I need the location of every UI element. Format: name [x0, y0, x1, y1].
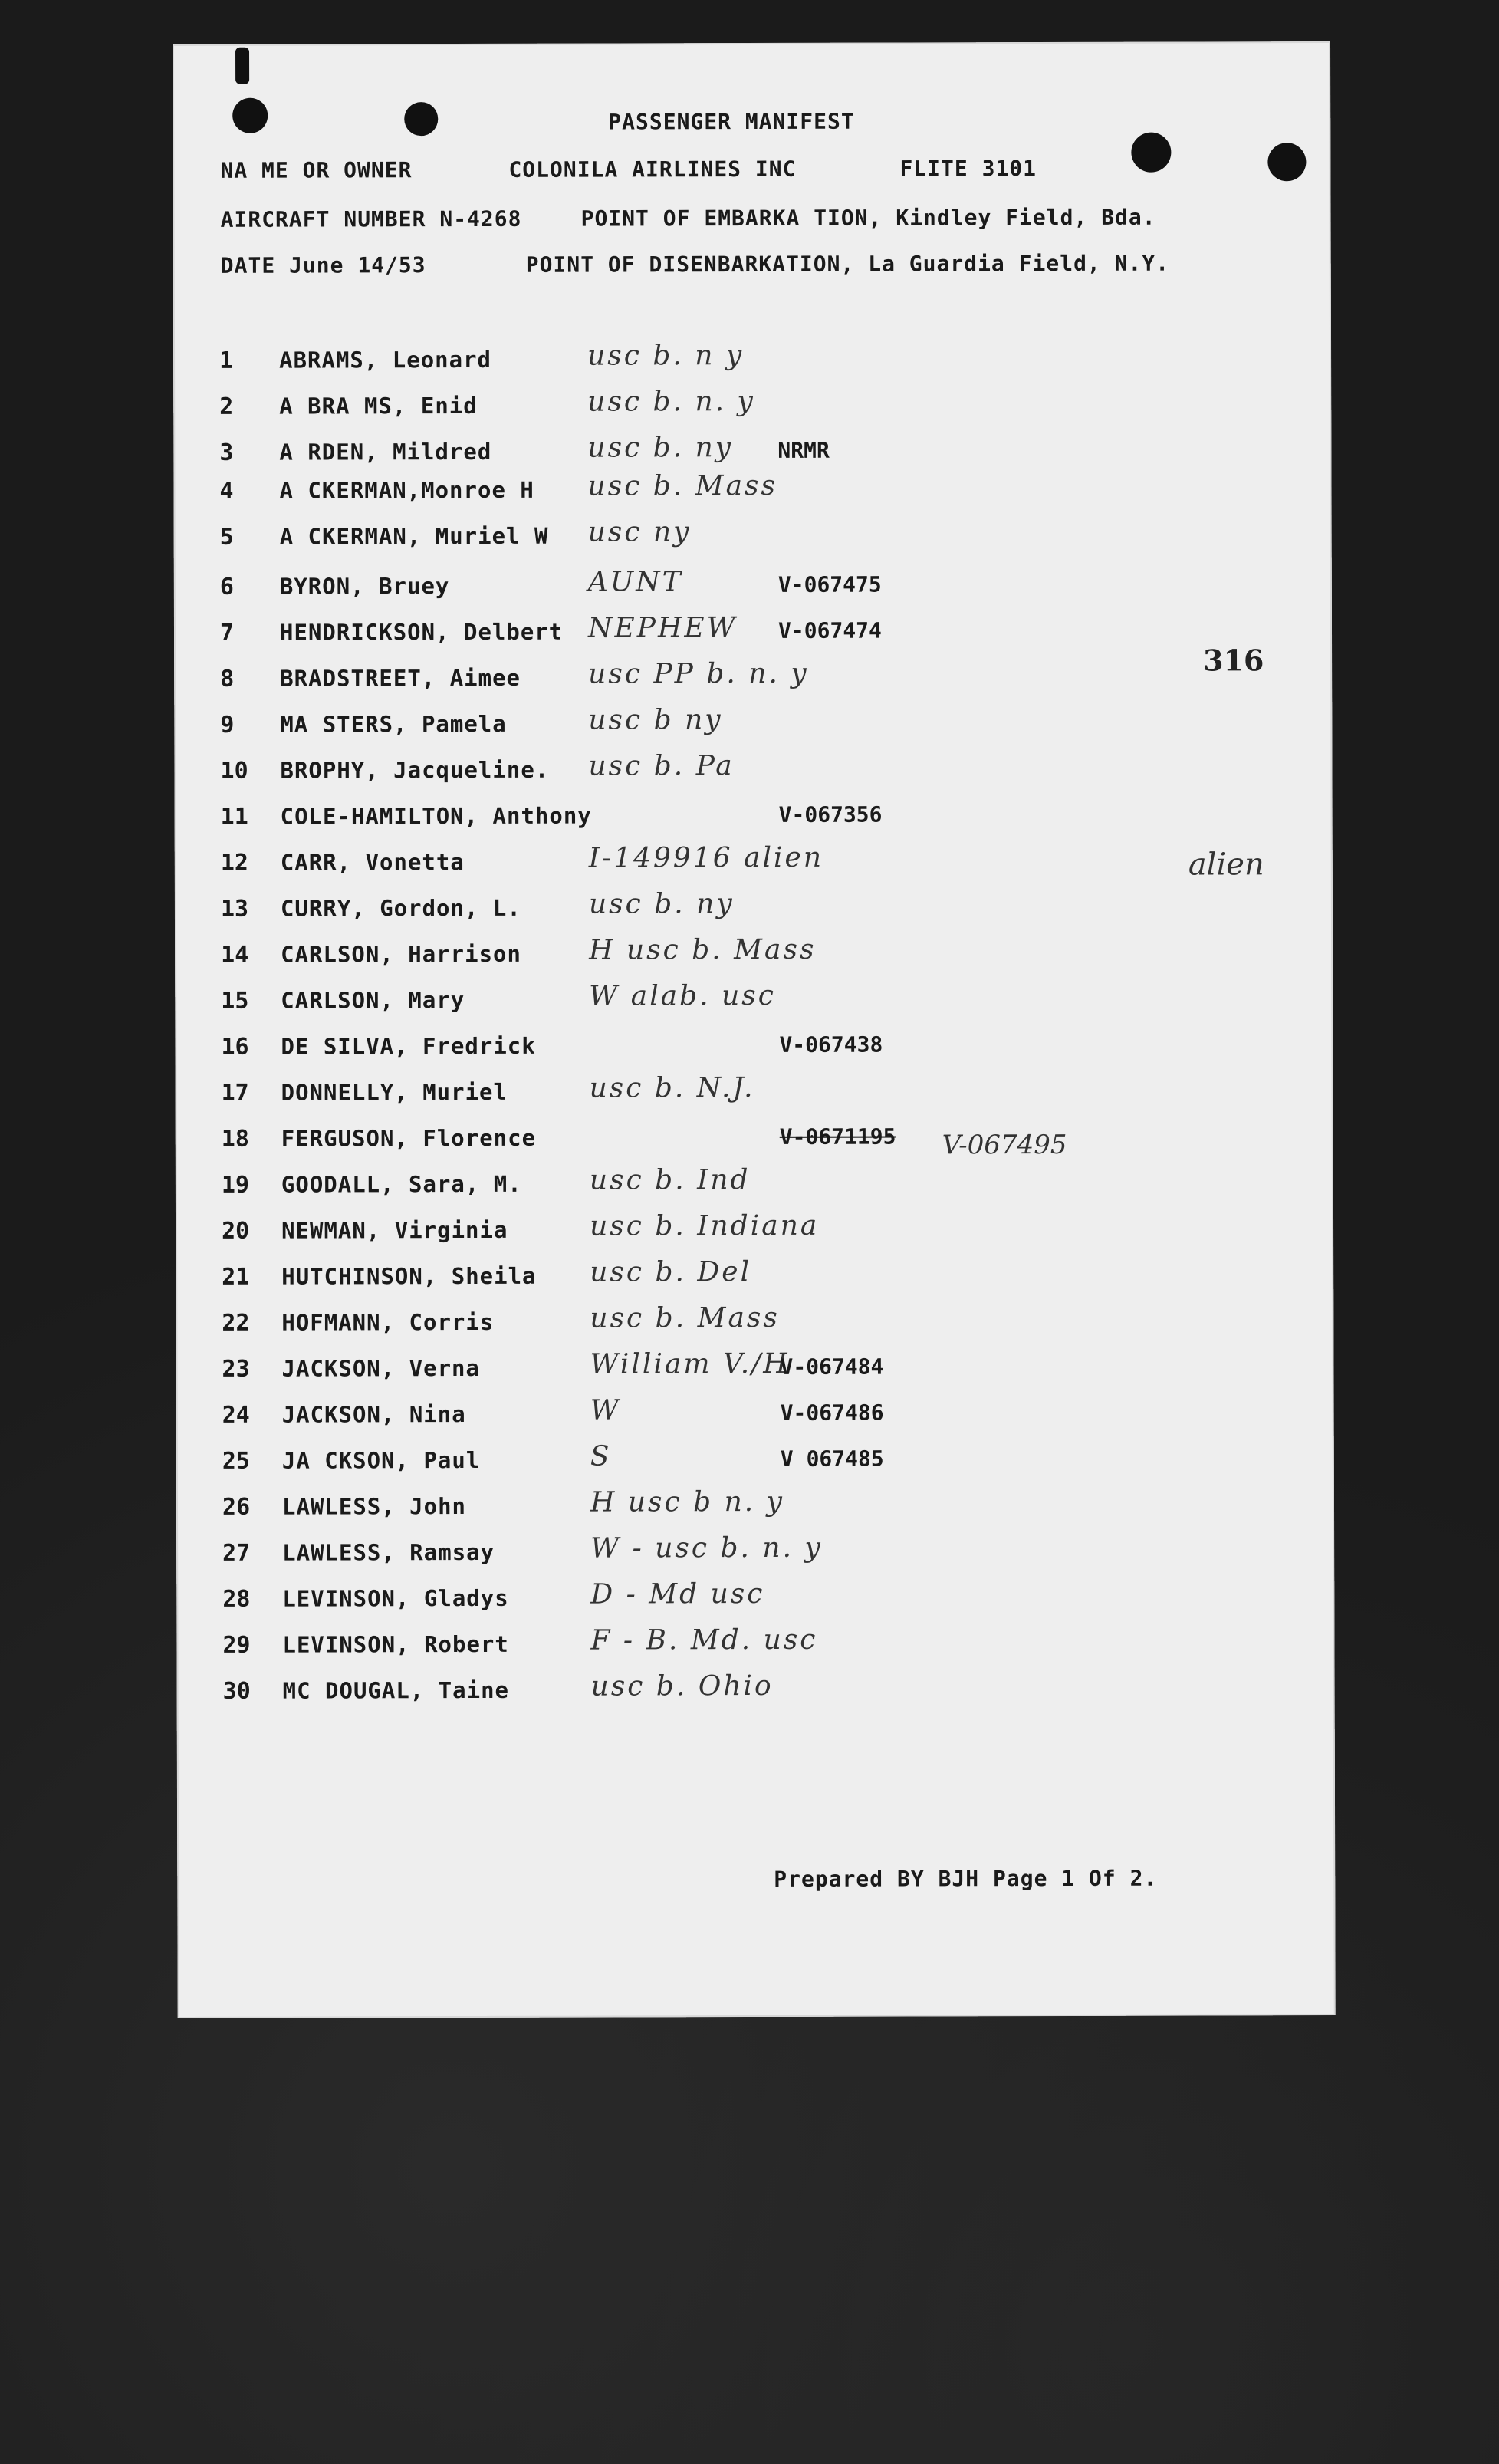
punch-hole-left-2: [404, 102, 438, 136]
manifest-page: [173, 41, 1336, 2018]
passenger-name: HUTCHINSON, Sheila: [281, 1262, 537, 1290]
row-number: 18: [221, 1125, 249, 1153]
ink-mark-top: [235, 48, 249, 84]
passenger-name: ABRAMS, Leonard: [279, 346, 492, 373]
row-number: 6: [219, 573, 234, 600]
handwritten-note: W: [590, 1394, 621, 1426]
visa-number: V-067438: [779, 1031, 883, 1058]
row-number: 17: [221, 1079, 249, 1107]
handwritten-note: H usc b. Mass: [589, 933, 817, 966]
passenger-name: BROPHY, Jacqueline.: [280, 756, 550, 784]
row-number: 13: [220, 895, 249, 923]
row-number: 21: [222, 1263, 250, 1291]
name-owner-label: NA ME OR OWNER: [220, 157, 413, 183]
passenger-name: BRADSTREET, Aimee: [280, 664, 521, 692]
row-number: 23: [222, 1355, 250, 1383]
handwritten-note: usc b. n y: [587, 340, 745, 372]
row-number: 30: [222, 1677, 251, 1705]
row-number: 29: [222, 1631, 251, 1659]
passenger-name: NEWMAN, Virginia: [281, 1216, 508, 1244]
visa-number: V-067474: [777, 617, 882, 643]
row-number: 20: [222, 1217, 250, 1245]
handwritten-note: NEPHEW: [587, 612, 738, 644]
row-number: 16: [221, 1033, 249, 1061]
row-number: 28: [222, 1585, 251, 1613]
flight-number: FLITE 3101: [899, 156, 1037, 182]
row-number: 26: [222, 1493, 251, 1521]
handwritten-note: usc b. Indiana: [589, 1209, 820, 1242]
handwritten-note: usc b. N.J.: [589, 1072, 755, 1104]
handwritten-note: F - B. Md. usc: [590, 1623, 818, 1656]
passenger-name: BYRON, Bruey: [279, 573, 450, 600]
handwritten-note: usc PP b. n. y: [588, 657, 809, 690]
handwritten-note: usc b. n. y: [587, 386, 755, 418]
passenger-name: A CKERMAN, Muriel W: [279, 522, 549, 550]
passenger-name: MA STERS, Pamela: [280, 710, 507, 738]
handwritten-note: W - usc b. n. y: [590, 1531, 823, 1564]
row-number: 27: [222, 1539, 251, 1567]
handwritten-note: S: [590, 1440, 612, 1472]
passenger-name: JACKSON, Nina: [281, 1401, 466, 1428]
visa-number: V-067486: [780, 1400, 884, 1426]
visa-correction-note: V-067495: [942, 1129, 1067, 1161]
passenger-name: DONNELLY, Muriel: [281, 1078, 508, 1106]
row-number: 8: [220, 665, 235, 692]
passenger-name: CURRY, Gordon, L.: [280, 894, 521, 922]
handwritten-note: usc b. Mass: [590, 1301, 780, 1334]
passenger-name: CARLSON, Harrison: [281, 940, 521, 968]
passenger-name: GOODALL, Sara, M.: [281, 1170, 522, 1198]
handwritten-note: William V./H: [590, 1347, 790, 1380]
row-number: 9: [220, 711, 235, 739]
handwritten-note: usc b. Ind: [589, 1164, 751, 1196]
handwritten-note: usc b. Pa: [588, 750, 735, 782]
row-number: 14: [221, 941, 249, 969]
punch-hole-right-2: [1267, 143, 1306, 181]
passenger-name: JA CKSON, Paul: [281, 1446, 481, 1474]
row-number: 5: [219, 523, 234, 551]
passenger-name: LEVINSON, Gladys: [282, 1584, 509, 1612]
handwritten-note: W alab. usc: [589, 979, 776, 1012]
row-number: 19: [221, 1171, 250, 1199]
visa-number: V-067356: [778, 801, 883, 827]
passenger-name: HENDRICKSON, Delbert: [279, 618, 564, 646]
passenger-name: DE SILVA, Fredrick: [281, 1032, 536, 1060]
disembarkation-point: POINT OF DISENBARKATION, La Guardia Field, N.Y.: [525, 250, 1170, 278]
row-number: 24: [222, 1401, 250, 1429]
handwritten-note: usc b ny: [588, 704, 723, 736]
punch-hole-right: [1131, 133, 1171, 173]
airline-name: COLONILA AIRLINES INC: [508, 156, 797, 183]
visa-number: V-0671195: [779, 1123, 896, 1150]
handwritten-note: usc b. ny: [588, 888, 735, 920]
handwritten-note: H usc b n. y: [590, 1485, 785, 1518]
handwritten-note: usc b. Ohio: [590, 1670, 774, 1702]
row-number: 25: [222, 1447, 251, 1475]
passenger-name: COLE-HAMILTON, Anthony: [280, 802, 592, 830]
row-number: 22: [222, 1309, 250, 1337]
row-number: 3: [219, 439, 234, 466]
visa-number: V-067475: [777, 571, 882, 597]
page-footer: Prepared BY BJH Page 1 Of 2.: [774, 1865, 1158, 1892]
aircraft-number: AIRCRAFT NUMBER N-4268: [220, 206, 522, 232]
page-title: PASSENGER MANIFEST: [608, 108, 855, 135]
handwritten-note: usc b. Del: [590, 1256, 752, 1288]
embarkation-point: POINT OF EMBARKA TION, Kindley Field, Bda.: [580, 204, 1156, 232]
alien-margin-note: alien: [1188, 847, 1264, 883]
passenger-name: HOFMANN, Corris: [281, 1308, 495, 1336]
visa-number: NRMR: [777, 437, 830, 463]
passenger-name: JACKSON, Verna: [281, 1354, 481, 1382]
punch-hole-left: [232, 98, 268, 133]
handwritten-note: usc ny: [587, 516, 692, 548]
row-number: 2: [219, 393, 234, 420]
row-number: 15: [221, 987, 249, 1015]
passenger-name: A CKERMAN,Monroe H: [279, 476, 534, 504]
passenger-name: MC DOUGAL, Taine: [282, 1676, 510, 1704]
handwritten-note: D - Md usc: [590, 1577, 765, 1610]
passenger-name: A RDEN, Mildred: [279, 438, 492, 465]
row-number: 7: [219, 619, 235, 646]
passenger-name: LAWLESS, John: [281, 1493, 467, 1520]
page-stamp-number: 316: [1203, 643, 1264, 678]
handwritten-note: usc b. Mass: [587, 469, 778, 502]
visa-number: V-067484: [780, 1354, 884, 1380]
visa-number: V 067485: [780, 1446, 884, 1472]
handwritten-note: AUNT: [587, 566, 683, 598]
passenger-name: LEVINSON, Robert: [282, 1630, 509, 1658]
handwritten-note: I-149916 alien: [588, 841, 824, 874]
row-number: 11: [220, 803, 248, 831]
handwritten-note: usc b. ny: [587, 432, 734, 464]
row-number: 10: [220, 757, 248, 785]
passenger-name: CARR, Vonetta: [280, 849, 465, 876]
row-number: 1: [219, 347, 234, 374]
passenger-name: FERGUSON, Florence: [281, 1124, 537, 1152]
row-number: 4: [219, 477, 234, 505]
passenger-name: A BRA MS, Enid: [279, 392, 478, 419]
row-number: 12: [220, 849, 248, 877]
flight-date: DATE June 14/53: [220, 252, 426, 278]
passenger-name: CARLSON, Mary: [281, 987, 465, 1014]
passenger-name: LAWLESS, Ramsay: [282, 1538, 495, 1566]
